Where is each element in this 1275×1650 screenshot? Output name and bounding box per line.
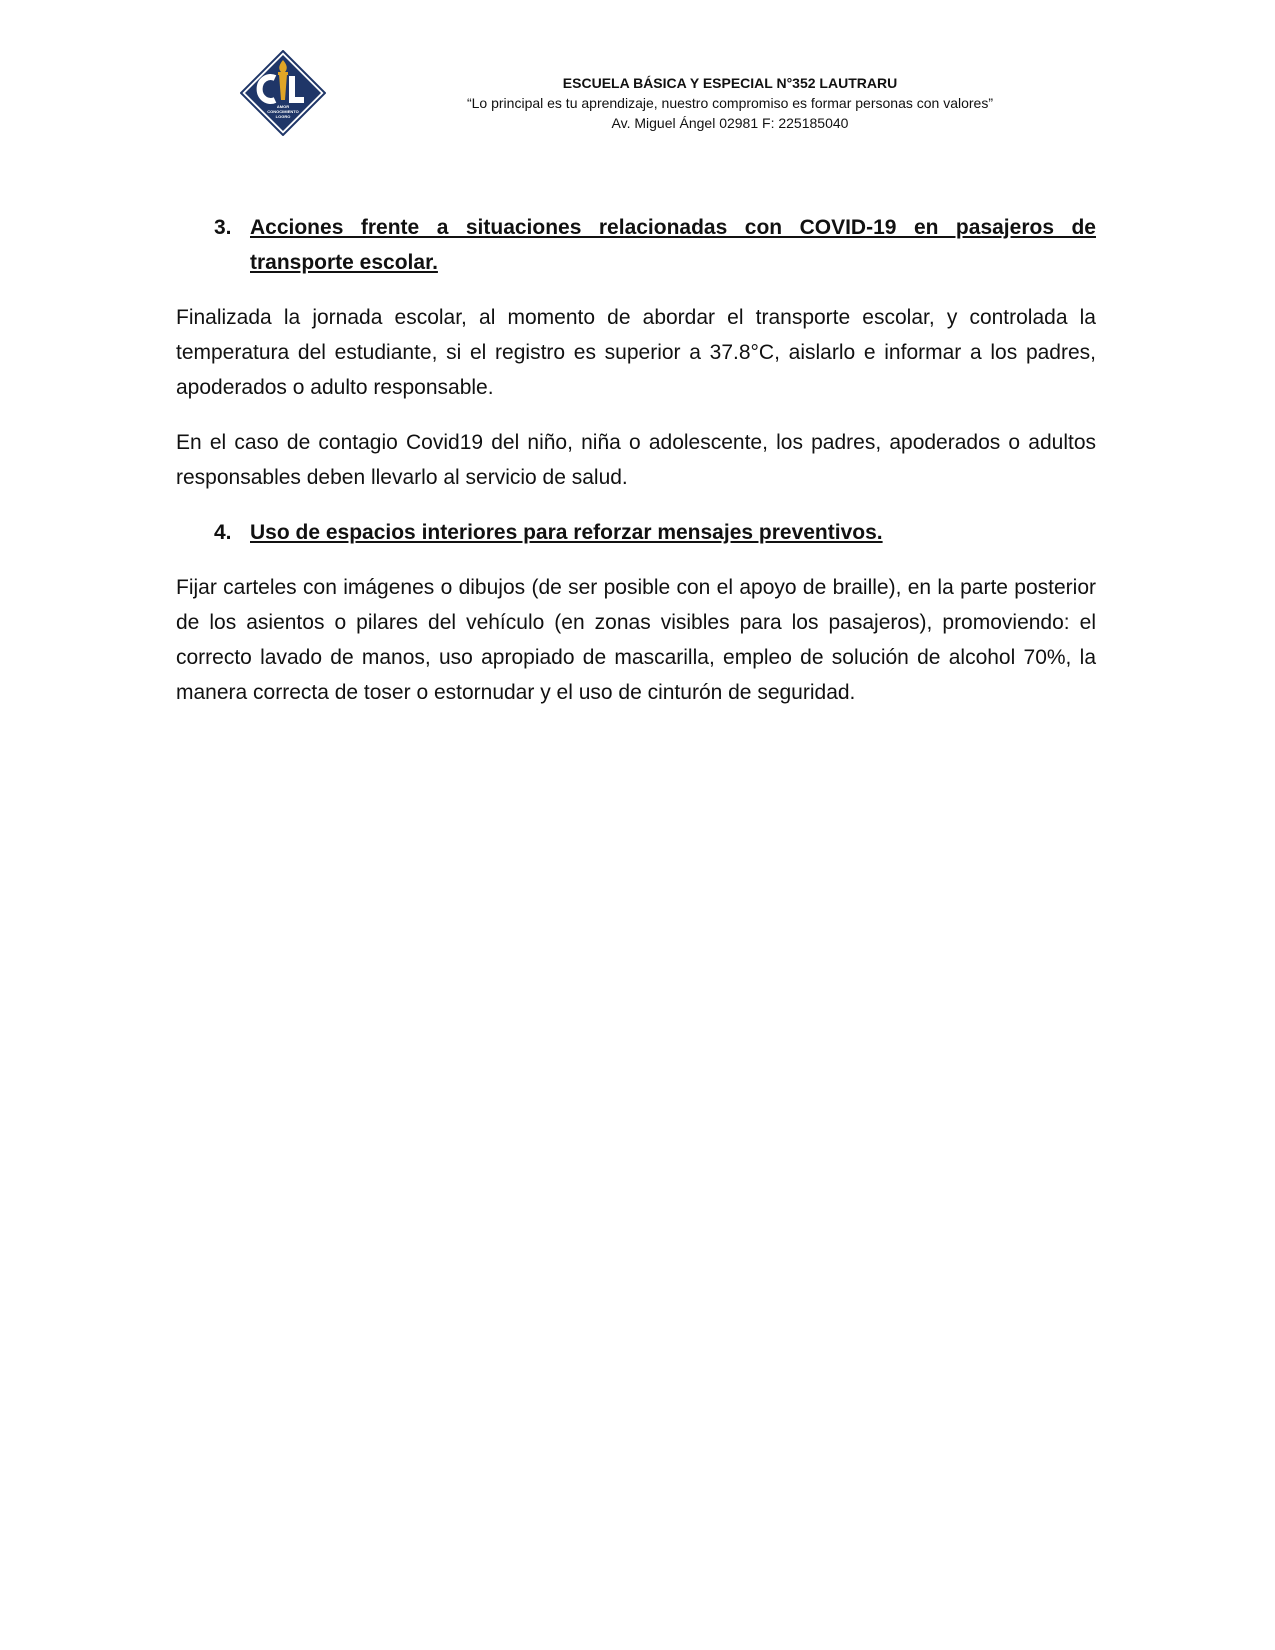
logo-motto-line-3: LOGRO [275, 114, 291, 119]
section-title: Acciones frente a situaciones relacionadas con COVID-19 en pasajeros de transporte escolar. [250, 216, 1096, 274]
section-heading-3 [176, 210, 1096, 280]
school-address: Av. Miguel Ángel 02981 F: 225185040 [611, 115, 849, 131]
section-number: 4. [214, 521, 232, 544]
section-heading-4 [176, 515, 1096, 550]
section-title: Uso de espacios interiores para reforzar mensajes preventivos. [250, 521, 883, 544]
school-name: ESCUELA BÁSICA Y ESPECIAL N°352 LAUTRARU [562, 75, 898, 91]
section-number: 3. [214, 216, 232, 239]
paragraph: En el caso de contagio Covid19 del niño, niña o adolescente, los padres, apoderados o adultos responsables deben llevarlo al servicio de salud. [176, 431, 1096, 489]
school-slogan: “Lo principal es tu aprendizaje, nuestro compromiso es formar personas con valores” [466, 95, 994, 111]
school-crest-icon [240, 50, 326, 136]
logo-motto-line-1: AMOR [276, 104, 290, 109]
document-body [176, 210, 1096, 730]
paragraph: Fijar carteles con imágenes o dibujos (de ser posible con el apoyo de braille), en la parte posterior de los asientos o pilares del vehículo (en zonas visibles para los pasajeros), promoviendo: el correcto lavado de manos, uso apropiado de mascarilla, empleo de solución de alcohol 70%, la manera correcta de toser o estornudar y el uso de cinturón de seguridad. [176, 576, 1096, 704]
letterhead [400, 73, 1060, 133]
school-crest-logo [240, 50, 326, 136]
paragraph: Finalizada la jornada escolar, al momento de abordar el transporte escolar, y controlada la temperatura del estudiante, si el registro es superior a 37.8°C, aislarlo e informar a los padres, apoderados o adulto responsable. [176, 306, 1096, 399]
logo-motto-line-2: CONOCIMIENTO [267, 109, 299, 114]
